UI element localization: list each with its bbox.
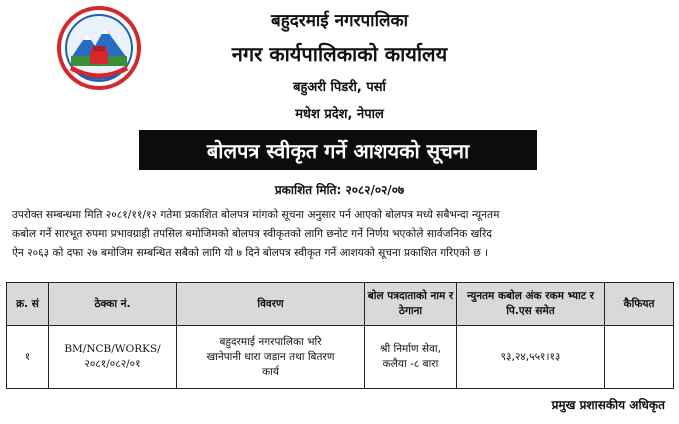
header-contract: ठेक्का नं. [49,283,177,326]
municipality-name: बहुदरमाई नगरपालिका [271,11,408,31]
bid-table [6,282,674,389]
row-sn: १ [7,326,49,389]
row-bidder-line-1: श्री निर्माण सेवा, [380,343,441,355]
header-remarks: कैफियत [605,283,674,326]
notice-title-banner [139,130,537,170]
signoff: प्रमुख प्रशासकीय अधिकृत [551,398,665,412]
header-sn: क्र. सं [7,283,49,326]
header-bidder: बोल पत्रदाताको नाम र ठेगाना [365,283,457,326]
row-contract-line-1: BM/NCB/WORKS/ [64,343,161,355]
notice-title: बोलपत्र स्वीकृत गर्ने आशयको सूचना [206,138,470,163]
body-line-1: उपरोक्त सम्बन्धमा मिति २०८१/११/१२ गतेमा प्रकाशित बोलपत्र मांगको सूचना अनुसार पर्न आएको बोलपत्र मध्ये सबैभन्दा न्यूनतम [12,209,500,221]
address-line-2: मधेश प्रदेश, नेपाल [295,107,384,122]
row-details-line-3: कार्य [262,365,279,378]
row-contract [49,326,177,389]
row-bidder [365,326,457,389]
body-line-3: ऐन २०६३ को दफा २७ बमोजिम सम्बन्धित सबैको लागि यो ७ दिने बोलपत्र स्वीकृत गर्ने आशयको सूचना प्रकाशित गरिएको छ । [12,247,489,259]
row-details [177,326,365,389]
published-value: २०८२/०२/०७ [345,183,405,197]
header-amount: न्युनतम कबोल अंक रकम भ्याट र पि.एस समेत [457,283,605,326]
published-label: प्रकाशित मिति: [274,183,342,197]
notice-body [12,206,672,263]
row-amount: ९३,२४,५५१।१३ [457,326,605,389]
table-header-row [7,283,674,326]
row-details-line-2: खानेपानी धारा जडान तथा बितरण [206,350,335,363]
header-details: विवरण [177,283,365,326]
published-date [0,181,679,198]
row-bidder-line-2: कलैया -८ बारा [382,358,439,370]
body-line-2: कबोल गर्ने सारभूत रुपमा प्रभावग्राही तपसिल बमोजिमको बोलपत्र स्वीकृतको लागि छनोट गर्ने निर्णय भएकोले सार्वजनिक खरिद [12,228,492,240]
row-contract-line-2: २०८१/०८२/०१ [84,358,141,370]
table-row [7,326,674,389]
row-remarks [605,326,674,389]
address-line-1: बहुअरी पिडरी, पर्सा [293,80,386,95]
office-name: नगर कार्यपालिकाको कार्यालय [231,42,448,66]
row-details-line-1: बहुदरमाई नगरपालिका भरि [219,335,322,348]
